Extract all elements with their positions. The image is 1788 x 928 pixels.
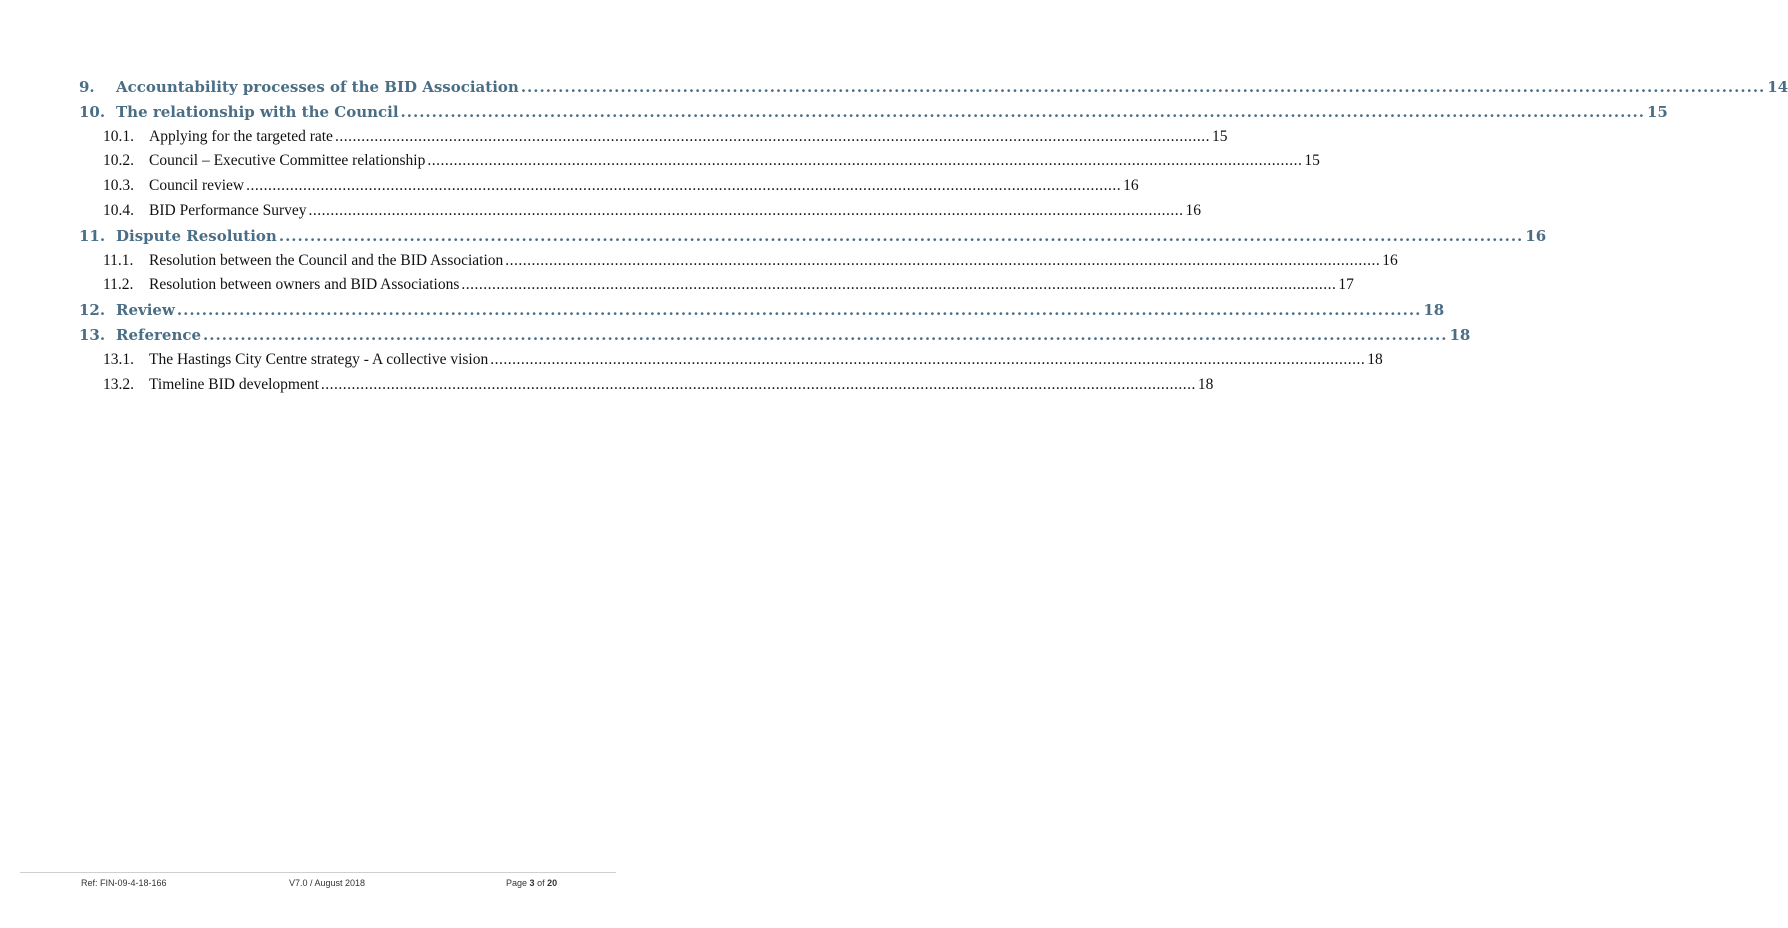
toc-entry-page: 14 [1767,78,1788,96]
toc-entry-page: 15 [1304,152,1320,170]
toc-dot-leader: ........................................................................................................................................................................................................ [320,375,1196,393]
toc-entry[interactable] [79,325,1471,351]
toc-entry-page: 16 [1185,201,1202,219]
toc-entry[interactable] [79,78,1788,103]
toc-subentry[interactable] [79,350,1383,376]
toc-entry-page: 16 [1123,177,1139,195]
footer-divider [20,872,616,873]
toc-entry-number: 10.3. [103,177,134,195]
toc-entry-title: Resolution between the Council and the BID Association [149,251,504,269]
toc-entry-title: Reference [116,325,202,344]
toc-entry-number: 11.1. [103,251,134,269]
toc-subentry[interactable] [79,276,1354,301]
toc-entry-page: 16 [1382,251,1398,269]
toc-entry-page: 17 [1338,276,1354,294]
page-current: 3 [529,878,535,888]
toc-entry-number: 11. [79,226,106,245]
toc-dot-leader: ........................................................................................................................................................................................................ [278,226,1524,245]
toc-entry-number: 10.4. [103,201,134,219]
toc-entry-number: 10.2. [103,152,134,170]
toc-entry-title: Council review [149,177,245,195]
toc-entry-title: The relationship with the Council [116,102,399,121]
toc-dot-leader: ........................................................................................................................................................................................................ [520,78,1766,96]
toc-dot-leader: ........................................................................................................................................................................................................ [334,127,1210,145]
toc-entry-page: 16 [1525,226,1547,245]
toc-entry-page: 18 [1423,301,1445,320]
toc-entry-page: 15 [1646,102,1668,121]
toc-dot-leader: ........................................................................................................................................................................................................ [308,201,1184,219]
toc-dot-leader: ........................................................................................................................................................................................................ [246,177,1122,195]
toc-entry-page: 18 [1449,325,1471,344]
toc-entry-title: Review [116,301,175,320]
toc-entry-number: 10.1. [103,127,134,145]
toc-entry-title: Dispute Resolution [116,226,277,245]
toc-subentry[interactable] [79,152,1320,177]
toc-dot-leader: ........................................................................................................................................................................................................ [490,350,1366,368]
toc-entry-title: Council – Executive Committee relationship [149,152,426,170]
toc-dot-leader: ........................................................................................................................................................................................................ [176,301,1422,320]
toc-subentry[interactable] [79,375,1214,401]
toc-entry-title: The Hastings City Centre strategy - A collective vision [149,350,489,368]
toc-subentry[interactable] [79,177,1139,202]
toc-entry-page: 15 [1211,127,1228,145]
page-total: 20 [547,878,558,888]
toc-entry-number: 12. [79,301,106,320]
page-prefix: Page [506,878,528,888]
toc-dot-leader: ........................................................................................................................................................................................................ [461,276,1337,294]
toc-entry-title: BID Performance Survey [149,201,307,219]
footer-version: V7.0 / August 2018 [289,878,366,888]
toc-entry[interactable] [79,226,1547,252]
toc-entry-title: Accountability processes of the BID Association [116,78,519,96]
toc-dot-leader: ........................................................................................................................................................................................................ [203,325,1448,344]
toc-subentry[interactable] [79,251,1398,277]
toc-dot-leader: ........................................................................................................................................................................................................ [427,152,1303,170]
toc-entry-number: 13.2. [103,375,134,393]
toc-subentry[interactable] [79,201,1202,227]
toc-entry-number: 13. [79,325,106,344]
footer-reference: Ref: FIN-09-4-18-166 [81,878,167,888]
toc-entry-title: Timeline BID development [149,375,319,393]
toc-subentry[interactable] [79,127,1228,153]
footer-page-number [506,878,557,888]
toc-entry-page: 18 [1367,350,1383,368]
toc-entry-title: Applying for the targeted rate [149,127,333,145]
toc-entry-number: 9. [79,78,95,96]
toc-entry-number: 13.1. [103,350,134,368]
toc-entry-title: Resolution between owners and BID Associations [149,276,460,294]
toc-dot-leader: ........................................................................................................................................................................................................ [400,102,1645,121]
toc-entry[interactable] [79,301,1445,326]
page-of: of [537,878,545,888]
toc-dot-leader: ........................................................................................................................................................................................................ [505,251,1381,269]
toc-entry[interactable] [79,102,1668,128]
toc-entry-number: 10. [79,102,106,121]
table-of-contents [79,78,1788,400]
toc-entry-page: 18 [1197,375,1214,393]
toc-entry-number: 11.2. [103,276,134,294]
